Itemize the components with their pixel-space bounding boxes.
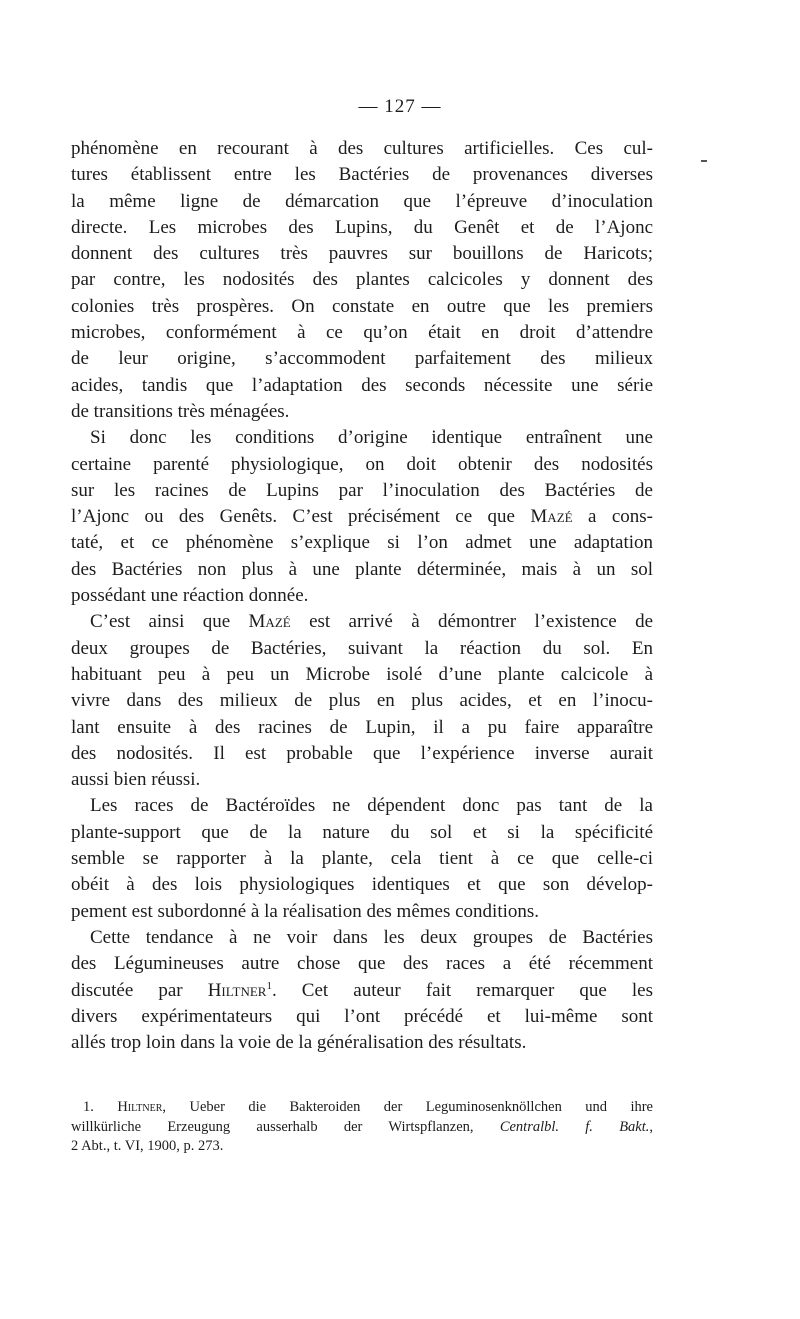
- footnote-author: Hiltner: [117, 1099, 163, 1115]
- text-line: lant ensuite à des racines de Lupin, il a pu faire apparaître: [71, 716, 653, 738]
- text-line: sur les racines de Lupins par l’inoculation des Bactéries de: [71, 479, 653, 501]
- journal-title: Centralbl. f. Bakt.: [499, 1118, 650, 1135]
- page-number: — 127 —: [358, 96, 442, 117]
- footnote-text: ,: [649, 1118, 654, 1135]
- text-line: possédant une réaction donnée.: [71, 585, 309, 607]
- footnote-marker: 1.: [83, 1099, 94, 1115]
- line-segment: . Cet auteur fait remarquer que les: [271, 979, 654, 1001]
- text-line: [71, 609, 653, 635]
- author-name: Hiltner: [207, 979, 267, 1001]
- text-line: de transitions très ménagées.: [71, 400, 290, 422]
- footnote-ref: 1: [266, 979, 272, 992]
- line-segment: discutée par: [71, 979, 183, 1001]
- text-line: [71, 978, 653, 1004]
- text-line: directe. Les microbes des Lupins, du Genêt et de l’Ajonc: [71, 216, 653, 238]
- line-segment: est arrivé à démontrer l’existence de: [309, 611, 654, 633]
- text-line: des nodosités. Il est probable que l’expérience inverse aurait: [71, 742, 653, 764]
- text-line: Les races de Bactéroïdes ne dépendent donc pas tant de la: [90, 795, 653, 817]
- author-name: Mazé: [248, 611, 291, 633]
- margin-mark: [701, 160, 707, 162]
- text-line: de leur origine, s’accommodent parfaitement des milieux: [71, 348, 653, 370]
- footnote-line: 2 Abt., t. VI, 1900, p. 273.: [71, 1138, 224, 1154]
- text-line: vivre dans des milieux de plus en plus acides, et en l’inocu-: [71, 690, 653, 712]
- line-segment: a cons-: [588, 506, 654, 528]
- text-line: habituant peu à peu un Microbe isolé d’une plante calcicole à: [71, 663, 653, 685]
- text-line: microbes, conformément à ce qu’on était en droit d’attendre: [71, 322, 653, 344]
- text-line: [71, 504, 653, 530]
- text-line: semble se rapporter à la plante, cela tient à ce que celle-ci: [71, 848, 653, 870]
- text-line: phénomène en recourant à des cultures artificielles. Ces cul-: [71, 138, 653, 159]
- text-line: par contre, les nodosités des plantes calcicoles y donnent des: [71, 269, 653, 291]
- text-line: obéit à des lois physiologiques identiques et que son dévelop-: [71, 874, 653, 896]
- text-line: Cette tendance à ne voir dans les deux groupes de Bactéries: [90, 926, 653, 948]
- footnote-line: [71, 1098, 653, 1118]
- text-line: pement est subordonné à la réalisation des mêmes conditions.: [71, 900, 540, 922]
- body-text: [71, 136, 653, 1056]
- text-line: donnent des cultures très pauvres sur bouillons de Haricots;: [71, 243, 653, 265]
- footnote-line: [71, 1118, 653, 1138]
- footnote: [71, 1098, 653, 1157]
- text-line: acides, tandis que l’adaptation des seconds nécessite une série: [71, 374, 653, 396]
- text-line: certaine parenté physiologique, on doit obtenir des nodosités: [71, 453, 653, 475]
- text-line: Si donc les conditions d’origine identique entraînent une: [90, 427, 653, 449]
- text-line: la même ligne de démarcation que l’épreuve d’inoculation: [71, 190, 653, 212]
- text-line: colonies très prospères. On constate en outre que les premiers: [71, 295, 653, 317]
- line-segment: C’est ainsi que: [90, 611, 231, 633]
- text-line: taté, et ce phénomène s’explique si l’on admet une adaptation: [71, 532, 653, 554]
- text-line: deux groupes de Bactéries, suivant la réaction du sol. En: [71, 637, 653, 659]
- text-line: aussi bien réussi.: [71, 769, 201, 791]
- text-line: des Bactéries non plus à une plante déterminée, mais à un sol: [71, 558, 653, 580]
- author-name: Mazé: [530, 506, 573, 528]
- text-line: divers expérimentateurs qui l’ont précédé et lui-même sont: [71, 1005, 653, 1027]
- footnote-text: , Ueber die Bakteroiden der Leguminosenknöllchen und ihre: [162, 1099, 653, 1115]
- text-line: des Légumineuses autre chose que des races a été récemment: [71, 953, 653, 975]
- line-segment: l’Ajonc ou des Genêts. C’est précisément ce que: [71, 506, 515, 528]
- footnote-text: willkürliche Erzeugung ausserhalb der Wirtspflanzen,: [71, 1118, 474, 1135]
- text-line: tures établissent entre les Bactéries de provenances diverses: [71, 164, 653, 186]
- text-line: allés trop loin dans la voie de la généralisation des résultats.: [71, 1032, 527, 1054]
- text-line: plante-support que de la nature du sol et si la spécificité: [71, 821, 653, 843]
